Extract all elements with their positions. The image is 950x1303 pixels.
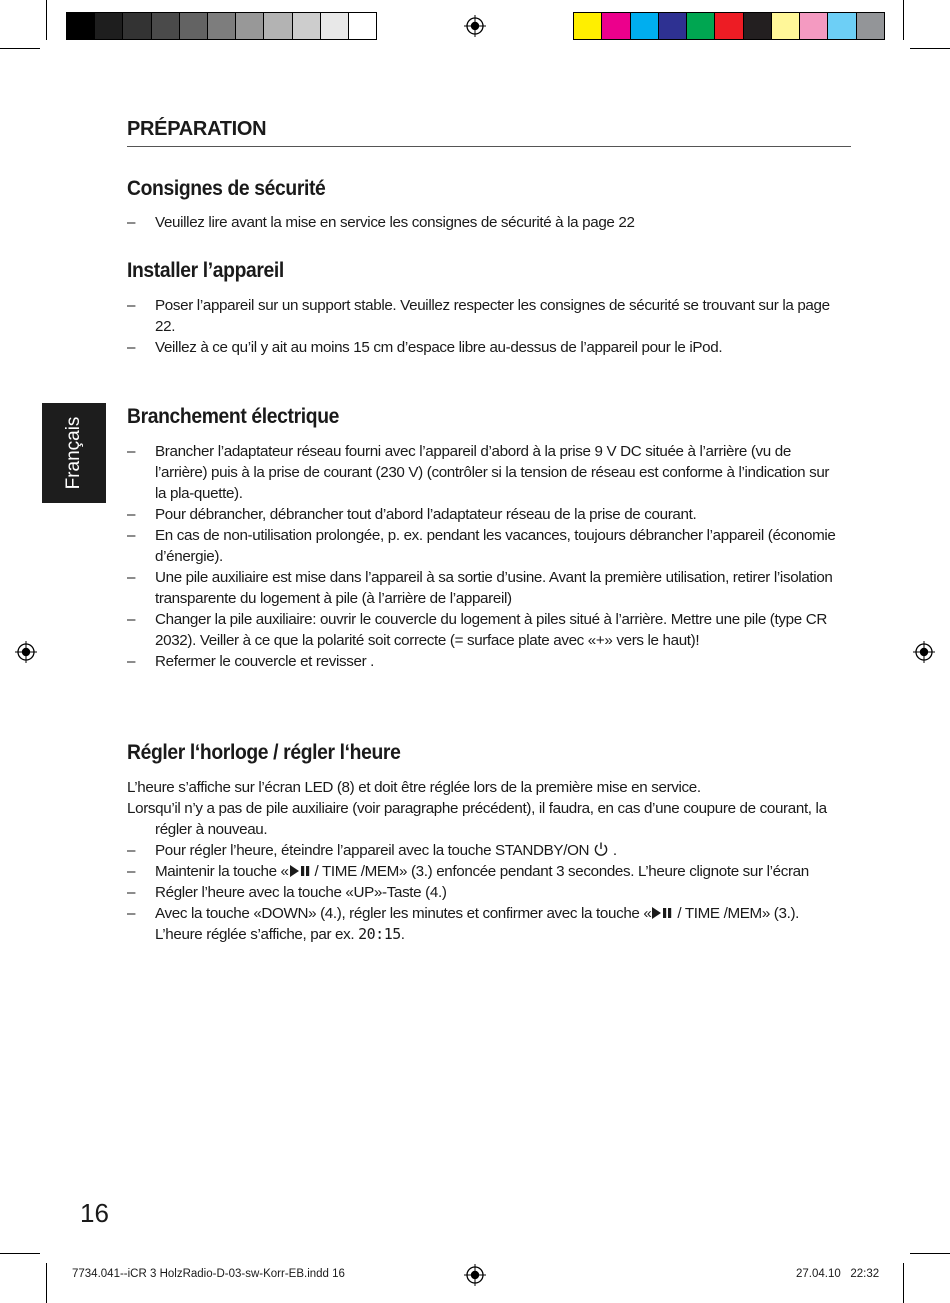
heading-horloge: Régler l‘horloge / régler l‘heure xyxy=(127,741,401,764)
crop-mark xyxy=(0,48,40,49)
list-item-text: Refermer le couvercle et revisser . xyxy=(155,653,375,670)
color-swatch xyxy=(235,13,263,39)
heading-securite: Consignes de sécurité xyxy=(127,177,326,200)
list-item xyxy=(127,861,837,882)
registration-mark-icon xyxy=(15,641,37,663)
color-swatch xyxy=(94,13,122,39)
crop-mark xyxy=(910,1253,950,1254)
list-item-text: . xyxy=(612,842,617,859)
registration-mark-icon xyxy=(913,641,935,663)
crop-mark xyxy=(46,0,47,40)
paragraph: Lorsqu’il n’y a pas de pile auxiliaire (voir paragraphe précédent), il faudra, en cas d’une coupure de courant, la régler à nouveau. xyxy=(127,800,827,838)
dash: – xyxy=(127,905,136,922)
list-item-text: Veuillez lire avant la mise en service les consignes de sécurité à la page 22 xyxy=(155,214,635,231)
dash: – xyxy=(127,214,136,231)
color-swatch xyxy=(292,13,320,39)
title-rule xyxy=(127,146,851,147)
dash: – xyxy=(127,884,136,901)
color-swatch xyxy=(658,13,686,39)
heading-installer: Installer l’appareil xyxy=(127,259,284,282)
list-item xyxy=(127,609,837,651)
footer-file-info: 7734.041--iCR 3 HolzRadio-D-03-sw-Korr-EB.indd 16 xyxy=(72,1268,345,1280)
footer-date: 27.04.10 22:32 xyxy=(796,1268,880,1280)
dash: – xyxy=(127,842,136,859)
color-swatch xyxy=(743,13,771,39)
list-item xyxy=(127,337,851,358)
list-item-text: Avec la touche «DOWN» (4.), régler les minutes et confirmer avec la touche « xyxy=(155,905,652,922)
list-item-text: Une pile auxiliaire est mise dans l’appareil à sa sortie d’usine. Avant la première utilisation, retirer l’isolation transparente du logement à pile (à l’arrière de l’appareil) xyxy=(155,569,833,607)
paragraph: L’heure s’affiche sur l’écran LED (8) et doit être réglée lors de la première mise en service. xyxy=(127,779,701,796)
standby-power-icon xyxy=(593,841,609,857)
section-horloge xyxy=(127,777,837,945)
page-title: PRÉPARATION xyxy=(127,118,267,140)
list-item xyxy=(127,882,837,903)
language-tab xyxy=(42,403,106,503)
play-pause-icon xyxy=(289,864,311,878)
list-item-text: Pour régler l’heure, éteindre l’appareil avec la touche STANDBY/ON xyxy=(155,842,590,859)
color-swatch xyxy=(630,13,658,39)
color-swatch xyxy=(263,13,291,39)
list-branchement xyxy=(127,441,837,672)
list-securite xyxy=(127,212,851,233)
dash: – xyxy=(127,611,136,628)
color-swatch xyxy=(714,13,742,39)
list-item-text: Veillez à ce qu’il y ait au moins 15 cm d’espace libre au-dessus de l’appareil pour le iPod. xyxy=(155,339,723,356)
crop-mark xyxy=(903,0,904,40)
language-tab-label: Français xyxy=(63,416,84,490)
color-calibration-bar xyxy=(573,12,885,40)
list-item xyxy=(127,212,851,233)
list-installer xyxy=(127,295,851,358)
dash: – xyxy=(127,443,136,460)
color-swatch xyxy=(771,13,799,39)
color-swatch xyxy=(67,13,94,39)
list-item-text: / TIME /MEM» (3.) enfoncée pendant 3 secondes. L’heure clignote sur l’écran xyxy=(314,863,809,880)
list-item xyxy=(127,504,837,525)
list-item-text: Régler l’heure avec la touche «UP»-Taste (4.) xyxy=(155,884,447,901)
dash: – xyxy=(127,527,136,544)
list-item-text: Brancher l’adaptateur réseau fourni avec l’appareil d’abord à la prise 9 V DC située à l’arrière (vu de l’arrière) puis à la prise de courant (230 V) (contrôler si la tension de réseau est conforme à l’indication sur la pla-quette). xyxy=(155,443,830,502)
list-item-text: . xyxy=(400,926,405,943)
color-swatch xyxy=(320,13,348,39)
color-swatch xyxy=(856,13,884,39)
dash: – xyxy=(127,506,136,523)
dash: – xyxy=(127,863,136,880)
list-item xyxy=(127,903,837,945)
page-number: 16 xyxy=(80,1198,109,1228)
list-item-text: Changer la pile auxiliaire: ouvrir le couvercle du logement à piles situé à l’arrière. Mettre une pile (type CR 2032). Veiller à ce que la polarité soit correcte (= surface plate avec «+» vers le haut)! xyxy=(155,611,827,649)
list-item-text: Pour débrancher, débrancher tout d’abord l’adaptateur réseau de la prise de courant. xyxy=(155,506,697,523)
list-item-text: En cas de non-utilisation prolongée, p. ex. pendant les vacances, toujours débrancher l’appareil (économie d’énergie). xyxy=(155,527,836,565)
dash: – xyxy=(127,297,136,314)
play-pause-icon xyxy=(651,906,673,920)
crop-mark xyxy=(46,1263,47,1303)
registration-mark-icon xyxy=(464,1264,486,1286)
dash: – xyxy=(127,569,136,586)
list-item-text: Maintenir la touche « xyxy=(155,863,289,880)
dash: – xyxy=(127,653,136,670)
color-swatch xyxy=(122,13,150,39)
crop-mark xyxy=(903,1263,904,1303)
registration-mark-icon xyxy=(464,15,486,37)
list-item-text: / TIME /MEM» (3.). L’heure réglée s’affiche, par ex. xyxy=(155,905,800,943)
color-swatch xyxy=(827,13,855,39)
list-item-text: Poser l’appareil sur un support stable. Veuillez respecter les consignes de sécurité se trouvant sur la page 22. xyxy=(155,297,830,335)
color-swatch xyxy=(179,13,207,39)
crop-mark xyxy=(0,1253,40,1254)
lcd-time-example: 20:15 xyxy=(358,925,401,943)
color-swatch xyxy=(799,13,827,39)
list-item xyxy=(127,441,837,504)
color-swatch xyxy=(348,13,376,39)
color-swatch xyxy=(574,13,601,39)
list-item xyxy=(127,840,837,861)
heading-branchement: Branchement électrique xyxy=(127,405,340,428)
list-item xyxy=(127,525,837,567)
color-swatch xyxy=(207,13,235,39)
crop-mark xyxy=(910,48,950,49)
list-item xyxy=(127,651,837,672)
dash: – xyxy=(127,339,136,356)
color-swatch xyxy=(686,13,714,39)
list-item xyxy=(127,295,851,337)
list-item xyxy=(127,567,837,609)
grayscale-calibration-bar xyxy=(66,12,377,40)
color-swatch xyxy=(601,13,629,39)
color-swatch xyxy=(151,13,179,39)
